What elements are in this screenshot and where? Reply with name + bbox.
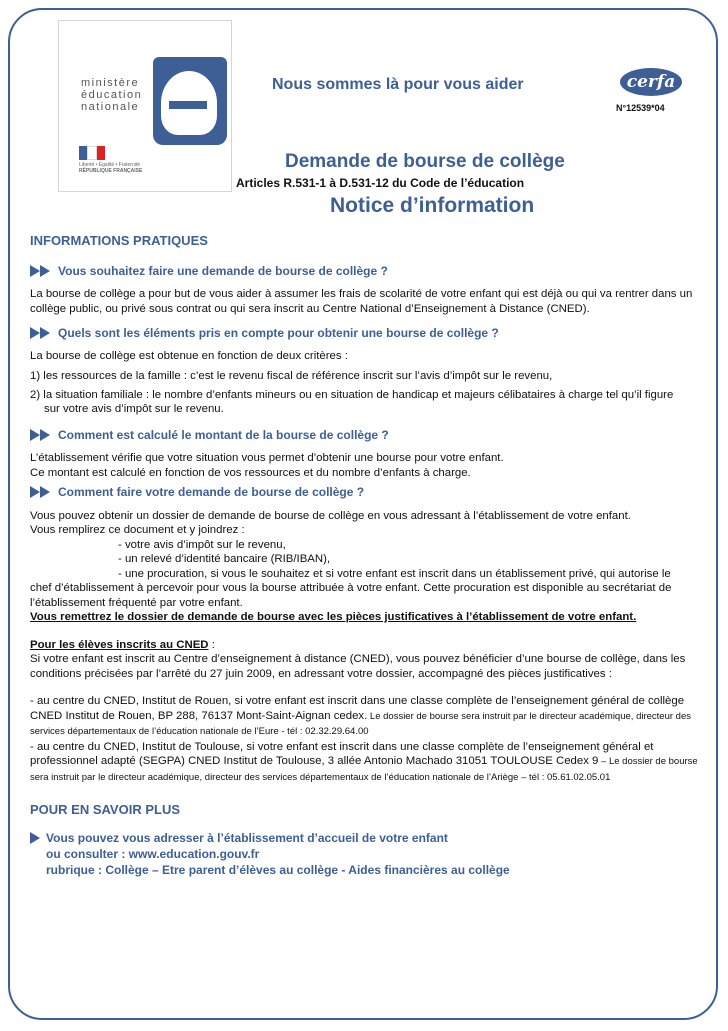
header-tagline: Nous sommes là pour vous aider <box>272 76 524 93</box>
document-title: Demande de bourse de collège <box>285 151 565 172</box>
cerfa-logo: cerfa <box>620 68 682 96</box>
logo-line-2: éducation <box>81 89 143 101</box>
question-1-text: Vous souhaitez faire une demande de bourse de collège ? <box>58 263 388 278</box>
q1-paragraph: La bourse de collège a pour but de vous aider à assumer les frais de scolarité de votre enfant qui est déjà ou qui va rentrer dans un collège public, ou privé sous contrat ou qui sera inscrit au Centre National d’Enseignement à Distance (CNED). <box>30 288 693 315</box>
double-arrow-icon <box>30 429 50 441</box>
logo-line-3: nationale <box>81 101 140 113</box>
q3-paragraph-1: L’établissement vérifie que votre situation vous permet d’obtenir une bourse pour votre enfant. <box>30 452 504 464</box>
more-line-1: Vous pouvez vous adresser à l’établissement d’accueil de votre enfant <box>46 830 448 845</box>
question-3-text: Comment est calculé le montant de la bourse de collège ? <box>58 427 389 442</box>
question-3 <box>30 428 698 443</box>
logo-motto: Liberté • Égalité • Fraternité <box>79 162 141 168</box>
e-logo-icon <box>153 57 227 145</box>
cned-colon: : <box>208 638 215 651</box>
q2-item-1: 1) les ressources de la famille : c’est le revenu fiscal de référence inscrit sur l’avis d’impôt sur le revenu, <box>30 370 553 382</box>
cned-toulouse <box>30 740 698 786</box>
q2-item-2-cont: sur votre avis d’impôt sur le revenu. <box>44 403 224 415</box>
cned-paragraph: Si votre enfant est inscrit au Centre d’enseignement à distance (CNED), vous pouvez bénéficier d’une bourse de collège, dans les conditions précisées par l’arrêté du 27 juin 2009, en adressant votre dossier, accompagné des pièces justificatives : <box>30 653 686 680</box>
q4-paragraph-2: Vous remplirez ce document et y joindrez : <box>30 524 245 536</box>
q4-list-item-1: - votre avis d’impôt sur le revenu, <box>118 538 286 551</box>
cned-toulouse-text: - au centre du CNED, Institut de Toulouse, si votre enfant est inscrit dans une classe complète de l’enseignement général et professionnel adapté (SEGPA) CNED Institut de Toulouse, 3 allée Antonio Machado 31051 TOULOUSE Cedex 9 <box>30 740 654 767</box>
cned-label: Pour les élèves inscrits au CNED <box>30 638 209 651</box>
arrow-icon <box>30 832 40 878</box>
q4-paragraph-4: Vous remettrez le dossier de demande de bourse avec les pièces justificatives à l’établissement de votre enfant. <box>30 611 637 623</box>
q4-paragraph-1: Vous pouvez obtenir un dossier de demande de bourse de collège en vous adressant à l’établissement de votre enfant. <box>30 509 631 522</box>
q3-paragraph-2: Ce montant est calculé en fonction de vos ressources et du nombre d’enfants à charge. <box>30 466 471 479</box>
document-notice: Notice d’information <box>330 194 535 217</box>
question-2 <box>30 326 698 341</box>
q4-list-item-2: - un relevé d’identité bancaire (RIB/IBAN), <box>118 553 331 565</box>
cerfa-number: N°12539*04 <box>616 103 665 113</box>
cned-rouen-small: Le dossier de bourse sera instruit par le directeur académique, directeur des services départementaux de l’éducation nationale de l’Eure - tél : 02.32.29.64.00 <box>30 710 691 737</box>
marianne-logo <box>79 146 147 180</box>
document-articles: Articles R.531-1 à D.531-12 du Code de l’éducation <box>236 176 525 190</box>
q2-intro: La bourse de collège est obtenue en fonction de deux critères : <box>30 349 348 362</box>
section-heading-practical: INFORMATIONS PRATIQUES <box>30 233 208 248</box>
cned-rouen <box>30 694 698 740</box>
ministry-logo <box>58 20 232 192</box>
cned-toulouse-small: – Le dossier de bourse sera instruit par le directeur académique, directeur des services départementaux de l’éducation nationale de l’Ariège – tél : 05.61.02.05.01 <box>30 756 698 783</box>
more-info-text <box>46 830 510 878</box>
double-arrow-icon <box>30 327 50 339</box>
q2-item-2: 2) la situation familiale : le nombre d’enfants mineurs ou en situation de handicap et majeurs célibataires à charge tel qu’il figure <box>30 388 674 401</box>
ministry-logo-text <box>81 77 142 113</box>
cned-rouen-text: - au centre du CNED, Institut de Rouen, si votre enfant est inscrit dans une classe complète de l’enseignement général de collège CNED Institut de Rouen, BP 288, 76137 Mont-Saint-Aignan cedex. <box>30 695 685 722</box>
french-flag-icon <box>79 146 105 160</box>
question-4 <box>30 485 698 500</box>
logo-line-1: ministère <box>81 77 140 89</box>
cned-heading <box>30 638 698 653</box>
logo-republic: RÉPUBLIQUE FRANÇAISE <box>79 168 143 174</box>
q4-list-item-3: - une procuration, si vous le souhaitez et si votre enfant est inscrit dans un établissement privé, qui autorise le <box>118 567 671 580</box>
q4-paragraph-3: chef d’établissement à percevoir pour vous la bourse attribuée à votre enfant. Cette procuration est disponible au secrétariat de l’établissement fréquenté par votre enfant. <box>30 582 672 609</box>
question-4-text: Comment faire votre demande de bourse de collège ? <box>58 485 365 499</box>
double-arrow-icon <box>30 486 50 498</box>
main-content <box>30 234 698 878</box>
section-heading-more: POUR EN SAVOIR PLUS <box>30 802 181 817</box>
question-2-text: Quels sont les éléments pris en compte pour obtenir une bourse de collège ? <box>58 326 499 340</box>
double-arrow-icon <box>30 265 50 277</box>
more-line-3: rubrique : Collège – Etre parent d’élèves au collège - Aides financières au collège <box>46 862 510 877</box>
question-1 <box>30 264 698 279</box>
more-info-block <box>30 830 698 878</box>
more-line-2[interactable]: ou consulter : www.education.gouv.fr <box>46 846 260 861</box>
